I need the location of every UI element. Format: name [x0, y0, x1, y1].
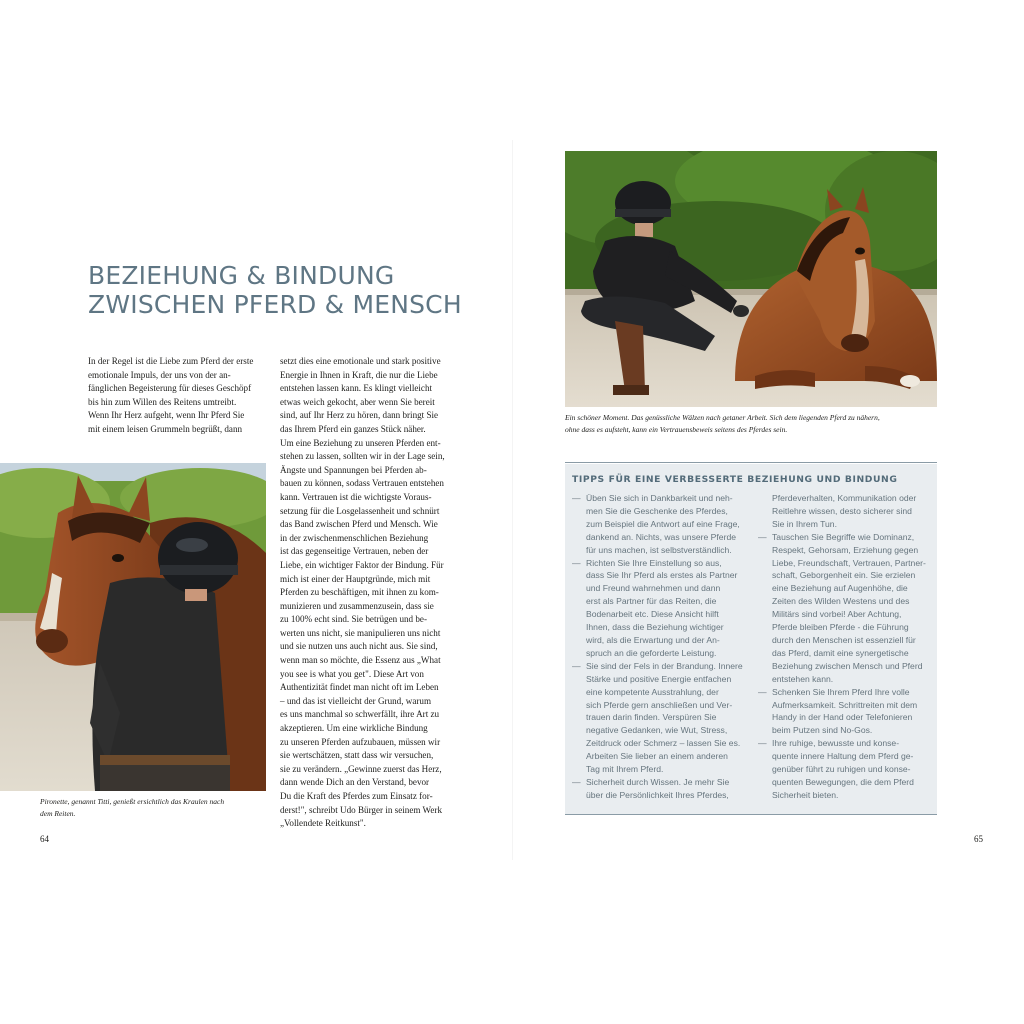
tip-line: [572, 595, 752, 608]
tip-line: [758, 647, 936, 660]
tip-text: Beziehung zwischen Mensch und Pferd: [772, 660, 923, 671]
body-text-line: ist das gegenseitige Vertrauen, neben der: [280, 546, 429, 557]
tip-line: [572, 582, 752, 595]
tip-text: Sicherheit durch Wissen. Je mehr Sie: [586, 776, 730, 787]
tip-line: [572, 711, 752, 724]
tip-line: [572, 647, 752, 660]
body-text-line: dann wende Dich an den Verstand, bevor: [280, 777, 430, 788]
tip-text: men Sie die Geschenke des Pferdes,: [586, 505, 728, 516]
body-text-line: munizieren und zusammenzusein, dass sie: [280, 600, 434, 611]
tip-text: Schenken Sie Ihrem Pferd Ihre volle: [772, 686, 910, 697]
body-text-line: sie wertschätzen, statt dass wir versuchen,: [280, 750, 434, 761]
tip-text: Pferdeverhalten, Kommunikation oder: [772, 493, 917, 503]
tip-line: [572, 789, 752, 802]
body-text-line: – und das ist vielleicht der Grund, warum: [280, 695, 432, 706]
tips-top-rule: [565, 462, 937, 463]
body-column-2: [280, 355, 462, 831]
tip-line: [572, 699, 752, 712]
tip-line: [758, 724, 936, 737]
tip-text: Liebe, Freundschaft, Vertrauen, Partner-: [772, 557, 926, 568]
tip-line: [572, 544, 752, 557]
tip-text: über die Persönlichkeit Ihres Pferdes,: [586, 789, 729, 800]
body-text-line: Du die Kraft des Pferdes zum Einsatz for-: [280, 791, 433, 801]
body-text-line: bis hin zum Willen des Reitens umtreibt.: [88, 396, 237, 407]
caption-right-line-1: Ein schöner Moment. Das genüssliche Wälzen nach getaner Arbeit. Sich dem liegenden Pferd zu nähern,: [565, 413, 880, 422]
tip-line: [758, 595, 936, 608]
page-number-left: 64: [40, 834, 49, 844]
body-text-line: Liebe, ein wichtiger Faktor der Bindung. Für: [280, 559, 444, 570]
tip-line: [572, 492, 752, 505]
tip-bullet-dash: —: [758, 686, 767, 697]
tip-text: eine kompetente Ausstrahlung, der: [586, 686, 719, 697]
tip-line: [758, 608, 936, 621]
tip-text: trauen darin finden. Verspüren Sie: [586, 712, 717, 723]
tip-line: [758, 699, 936, 712]
tip-text: Üben Sie sich in Dankbarkeit und neh-: [586, 493, 733, 503]
tip-line: [572, 776, 752, 789]
photo-horse-hug: [0, 463, 266, 791]
body-text-line: Wenn Ihr Herz aufgeht, wenn Ihr Pferd Sie: [88, 410, 245, 421]
tip-text: sich Pferde gern anschließen und Ver-: [586, 699, 733, 710]
tip-text: erst als Partner für das Reiten, die: [586, 596, 717, 607]
tip-line: [758, 531, 936, 544]
tip-line: [572, 673, 752, 686]
tip-text: für uns machen, ist selbstverständlich.: [586, 544, 732, 555]
spread-gutter: [512, 140, 513, 860]
tip-line: [572, 660, 752, 673]
tip-line: [758, 789, 936, 802]
tip-text: quente innere Haltung dem Pferd ge-: [772, 751, 914, 762]
tip-line: [572, 505, 752, 518]
tip-line: [758, 750, 936, 763]
body-text-line: mich ist einer der Hauptgründe, mich mit: [280, 573, 431, 584]
body-text-line: Authentizität findet man nicht oft im Leben: [280, 682, 439, 693]
tip-text: genüber führt zu ruhigen und konse-: [772, 764, 911, 775]
tip-text: wird, als die Erwartung und der An-: [586, 634, 720, 645]
tip-text: Richten Sie Ihre Einstellung so aus,: [586, 557, 722, 568]
tip-line: [758, 737, 936, 750]
tip-line: [758, 660, 936, 673]
tip-line: [572, 621, 752, 634]
body-text-line: bauen zu können, sodass Vertrauen entstehen: [280, 478, 444, 489]
photo-horse-lying-image: [565, 151, 937, 407]
body-text-line: setzung für die Losgelassenheit und schnürt: [280, 505, 440, 516]
tip-bullet-dash: —: [572, 493, 581, 503]
tip-text: Militärs sind vorbei! Aber Achtung,: [772, 609, 902, 620]
tip-text: Respekt, Gehorsam, Erziehung gegen: [772, 544, 919, 555]
body-text-line: Ängste und Spannungen bei Pferden ab-: [280, 464, 427, 475]
tip-text: Reitlehre wissen, desto sicherer sind: [772, 505, 912, 516]
page-number-right: 65: [974, 834, 983, 844]
tip-line: [758, 763, 936, 776]
body-text-line: Um eine Beziehung zu unseren Pferden ent-: [280, 437, 441, 448]
tip-text: Zeitdruck oder Schmerz – lassen Sie es.: [586, 738, 741, 749]
tip-text: Sicherheit bieten.: [772, 789, 839, 800]
tip-bullet-dash: —: [758, 738, 767, 749]
tip-text: Bodenarbeit etc. Diese Ansicht hilft: [586, 609, 719, 620]
body-column-1: [88, 355, 266, 437]
tip-bullet-dash: —: [572, 776, 581, 787]
tip-line: [572, 634, 752, 647]
tip-line: [572, 569, 752, 582]
body-text-line: „Vollendete Reitkunst".: [280, 818, 366, 829]
tip-line: [758, 673, 936, 686]
tip-text: Pferde bleiben Pferde - die Führung: [772, 622, 909, 633]
tip-text: Aufmerksamkeit. Schrittreiten mit dem: [772, 699, 918, 710]
body-text-line: wenn man so möchte, die Essenz aus „What: [280, 655, 441, 666]
tip-line: [572, 686, 752, 699]
tip-line: [572, 518, 752, 531]
tip-text: spruch an die geforderte Leistung.: [586, 647, 717, 658]
tip-line: [572, 763, 752, 776]
heading-line-1: BEZIEHUNG & BINDUNG: [88, 261, 395, 290]
tip-text: das Pferd, damit eine synergetische: [772, 647, 909, 658]
body-text-line: es uns manchmal so schwerfällt, ihre Art zu: [280, 709, 440, 720]
body-text-line: und sie nutzen uns auch nicht aus. Sie sind,: [280, 641, 438, 652]
caption-left-line-1: Pironette, genannt Titti, genießt ersichtlich das Kraulen nach: [40, 797, 225, 806]
body-text-line: In der Regel ist die Liebe zum Pferd der erste: [88, 356, 254, 366]
tip-line: [758, 505, 936, 518]
tip-text: entstehen kann.: [772, 673, 834, 684]
tip-line: [758, 582, 936, 595]
body-text-line: fänglichen Begeisterung für dieses Geschöpf: [88, 383, 252, 394]
tip-text: Ihre ruhige, bewusste und konse-: [772, 738, 900, 749]
tips-title: TIPPS FÜR EINE VERBESSERTE BEZIEHUNG UND BINDUNG: [572, 474, 898, 485]
tip-line: [758, 492, 936, 505]
tip-line: [758, 711, 936, 724]
body-text-line: emotionale Impuls, der uns von der an-: [88, 369, 231, 380]
body-text-line: kann. Vertrauen ist die wichtigste Voraus-: [280, 491, 432, 502]
tip-line: [758, 544, 936, 557]
body-text-line: entstehen lassen kann. Es klingt vielleicht: [280, 383, 433, 394]
tip-text: Arbeiten Sie lieber an einem anderen: [586, 751, 728, 762]
tip-text: durch den Menschen ist essenziell für: [772, 634, 916, 645]
chapter-heading: [88, 261, 488, 319]
tip-text: Tag mit Ihrem Pferd.: [586, 764, 664, 775]
tip-bullet-dash: —: [572, 660, 581, 671]
tip-line: [572, 557, 752, 570]
tips-bottom-rule: [565, 814, 937, 815]
tip-text: Sie sind der Fels in der Brandung. Innere: [586, 660, 743, 671]
body-text-line: Pferden zu beschäftigen, mit ihnen zu kom-: [280, 587, 439, 598]
tip-line: [572, 531, 752, 544]
tip-text: Tauschen Sie Begriffe wie Dominanz,: [772, 531, 915, 542]
tip-line: [758, 569, 936, 582]
tip-text: Stärke und positive Energie entfachen: [586, 673, 732, 684]
tip-text: quenten Bewegungen, die dem Pferd: [772, 776, 914, 787]
tip-text: dass Sie Ihr Pferd als erstes als Partner: [586, 570, 738, 581]
tip-text: und Freund wahrnehmen und dann: [586, 583, 721, 594]
tip-text: Sie in Ihrem Tun.: [772, 518, 837, 529]
tip-text: eine Beziehung auf Augenhöhe, die: [772, 583, 908, 594]
body-text-line: zu unseren Pferden aufzubauen, müssen wir: [280, 736, 441, 747]
tip-text: schaft, Geborgenheit ein. Sie erzielen: [772, 570, 916, 581]
tip-text: zum Beispiel die Antwort auf eine Frage,: [586, 518, 740, 529]
body-text-line: akzeptieren. Um eine wirkliche Bindung: [280, 723, 428, 734]
body-text-line: das Band zwischen Pferd und Mensch. Wie: [280, 519, 438, 530]
photo-horse-lying: [565, 151, 937, 407]
tip-line: [758, 776, 936, 789]
tip-line: [758, 518, 936, 531]
body-text-line: setzt dies eine emotionale und stark positive: [280, 356, 441, 366]
body-text-line: stehen zu lassen, sollten wir in der Lage sein,: [280, 451, 445, 462]
tip-text: negative Gedanken, wie Wut, Stress,: [586, 725, 728, 736]
tip-line: [572, 724, 752, 737]
body-text-line: das Ihrem Pferd ein ganzes Stück näher.: [280, 423, 426, 434]
body-text-line: derst!", schreibt Udo Bürger in seinem Werk: [280, 804, 442, 815]
photo-horse-hug-image: [0, 463, 266, 791]
tip-bullet-dash: —: [572, 557, 581, 568]
caption-right-line-2: ohne dass es aufsteht, kann ein Vertrauensbeweis seitens des Pferdes sein.: [565, 424, 788, 434]
body-text-line: mit einem leisen Grummeln begrüßt, dann: [88, 423, 243, 434]
tip-line: [758, 621, 936, 634]
caption-left-photo: [40, 796, 270, 819]
tip-text: Zeiten des Wilden Westens und des: [772, 596, 910, 607]
body-text-line: in der zwischenmenschlichen Beziehung: [280, 532, 429, 543]
caption-left-line-2: dem Reiten.: [40, 808, 76, 818]
body-text-line: werten uns nicht, sie manipulieren uns nicht: [280, 627, 441, 638]
tip-line: [758, 634, 936, 647]
tip-line: [572, 737, 752, 750]
tip-text: beim Putzen sind No-Gos.: [772, 725, 873, 736]
tips-column-2: [758, 492, 936, 802]
body-text-line: sind, auf Ihr Herz zu hören, dann bringt Sie: [280, 410, 439, 421]
body-text-line: etwas weich gekocht, aber wenn Sie bereit: [280, 396, 435, 407]
tip-line: [572, 608, 752, 621]
tip-line: [572, 750, 752, 763]
caption-right-photo: [565, 412, 940, 435]
tip-line: [758, 686, 936, 699]
body-text-line: you see is what you get". Diese Art von: [280, 668, 424, 679]
tip-text: Handy in der Hand oder Telefonieren: [772, 712, 913, 723]
tip-text: dankend an. Nichts, was unsere Pferde: [586, 531, 737, 542]
tips-column-1: [572, 492, 752, 802]
heading-line-2: ZWISCHEN PFERD & MENSCH: [88, 290, 462, 319]
tip-line: [758, 557, 936, 570]
body-text-line: Energie in Ihnen in Kraft, die nur die Liebe: [280, 369, 438, 380]
body-text-line: zu 100% echt sind. Sie betrügen und be-: [280, 614, 427, 625]
tip-bullet-dash: —: [758, 531, 767, 542]
tip-text: Ihnen, dass die Beziehung wichtiger: [586, 622, 724, 633]
body-text-line: sie zu verändern. „Gewinne zuerst das Herz,: [280, 763, 442, 774]
